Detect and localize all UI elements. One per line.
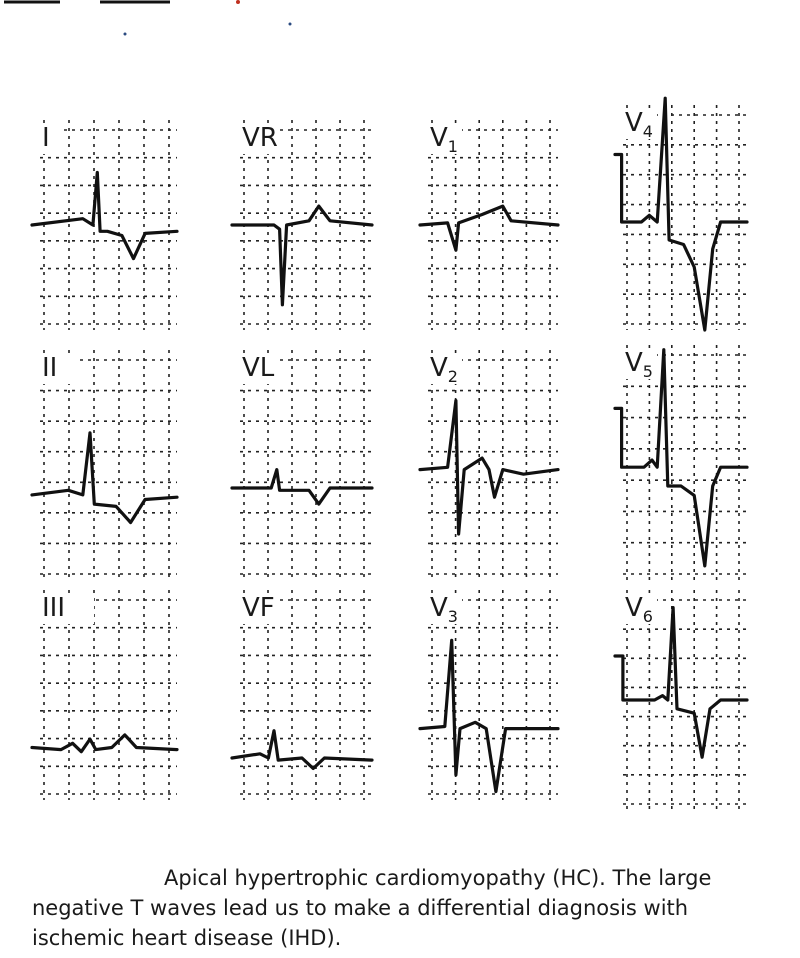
figure-caption	[32, 863, 772, 953]
ecg-waveform	[420, 640, 558, 791]
lead-label-subscript: 2	[447, 367, 458, 386]
ecg-panel-v3	[420, 590, 558, 800]
lead-label-subscript: 6	[642, 607, 653, 626]
lead-label: $V_4$	[625, 108, 653, 141]
ecg-waveform	[32, 433, 177, 523]
ecg-panel-v4	[615, 98, 747, 330]
ecg-panel-ii	[32, 350, 177, 580]
ecg-waveform	[232, 206, 372, 305]
lead-label: III	[42, 593, 66, 623]
ecg-panel-iii	[32, 590, 177, 800]
ecg-waveform	[232, 470, 372, 505]
lead-label: $V_2$	[430, 353, 458, 386]
ecg-panel-v5	[615, 345, 747, 580]
lead-label: I	[42, 123, 50, 153]
ecg-waveform	[420, 206, 558, 250]
ecg-panel-vr	[232, 120, 372, 330]
ecg-panel-vl	[232, 350, 372, 580]
lead-label: VL	[242, 353, 275, 383]
ecg-grid	[623, 345, 747, 580]
ecg-panel-v2	[420, 350, 558, 580]
lead-label: II	[42, 353, 58, 383]
lead-label: $V_5$	[625, 348, 653, 381]
lead-label-subscript: 5	[642, 362, 653, 381]
ecg-waveform	[615, 350, 747, 566]
lead-label: VR	[242, 123, 278, 153]
ecg-waveform	[32, 735, 177, 752]
ecg-grid	[40, 350, 177, 580]
lead-label: $V_3$	[430, 593, 458, 626]
lead-label-subscript: 1	[447, 137, 458, 156]
ecg-panel-vf	[232, 590, 372, 800]
ecg-waveform	[615, 608, 747, 758]
ecg-panel-i	[32, 120, 177, 330]
ecg-panel-v1	[420, 120, 558, 330]
lead-label-subscript: 4	[642, 122, 653, 141]
lead-label: VF	[242, 593, 275, 623]
caption-text: Apical hypertrophic cardiomyopathy (HC). The large negative T waves lead us to make a differential diagnosis with ischemic heart disease (IHD).	[32, 866, 712, 950]
ecg-grid	[240, 350, 372, 580]
ecg-panel-v6	[615, 590, 747, 810]
ecg-waveform	[232, 731, 372, 769]
lead-label-subscript: 3	[447, 607, 458, 626]
lead-label: $V_6$	[625, 593, 653, 626]
ecg-waveform	[420, 401, 558, 534]
lead-label: $V_1$	[430, 123, 458, 156]
